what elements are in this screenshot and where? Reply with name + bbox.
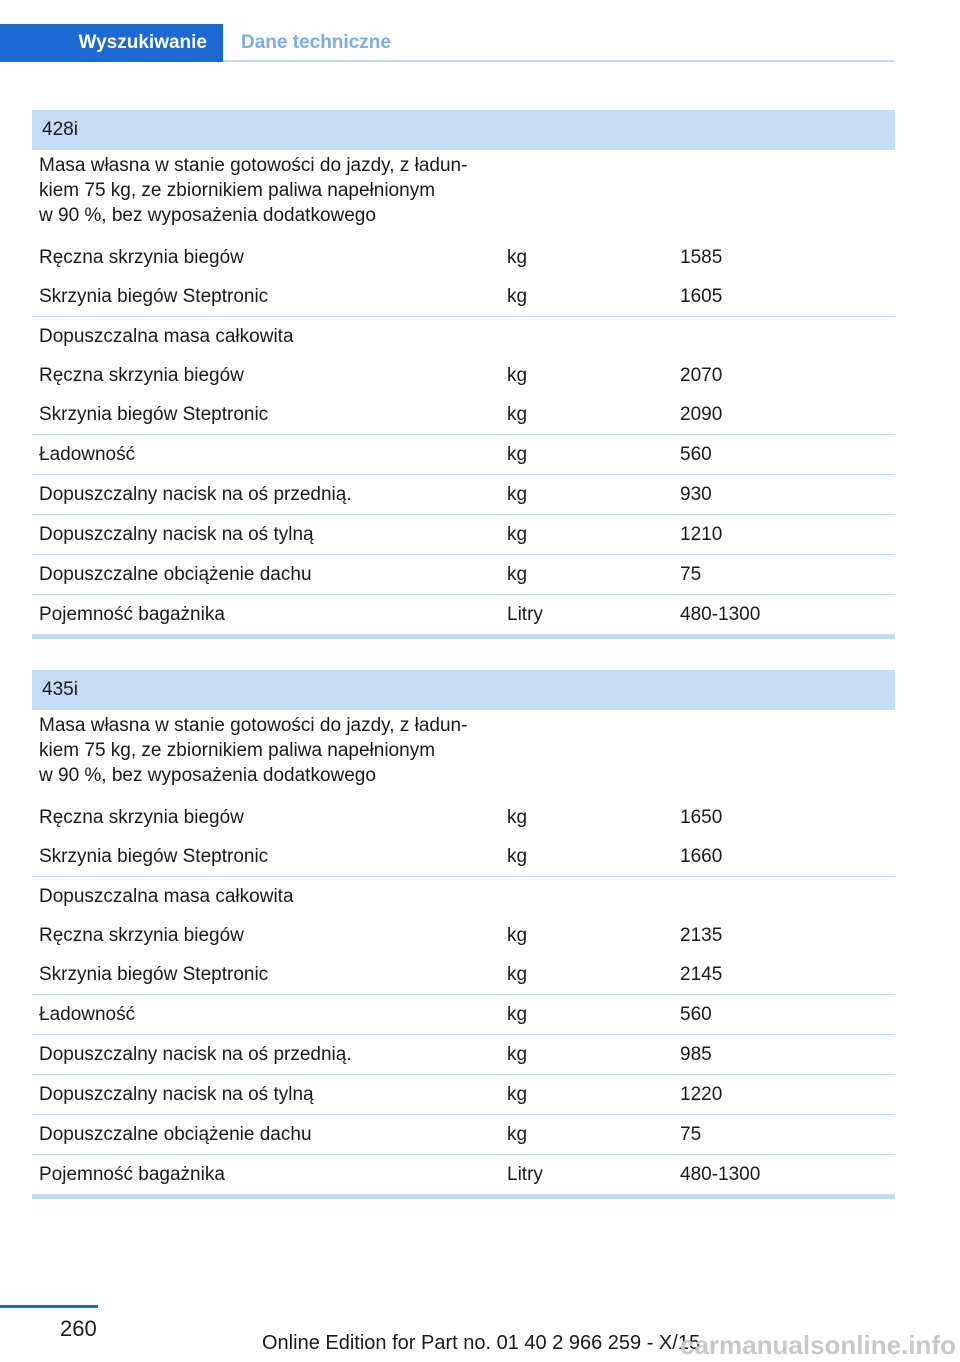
table-row-group-title: [32, 876, 895, 916]
table-row-group-title: [32, 316, 895, 356]
table-row: [32, 554, 895, 594]
row-unit: kg: [507, 443, 528, 465]
page-number: 260: [60, 1316, 97, 1341]
row-unit: kg: [507, 1043, 528, 1065]
table-row: [32, 594, 895, 634]
row-label: Dopuszczalny nacisk na oś tylną: [39, 523, 314, 545]
row-value: 480‑1300: [680, 1163, 761, 1185]
row-unit: kg: [507, 1123, 528, 1145]
row-unit: kg: [507, 364, 528, 386]
table-row: [32, 238, 895, 277]
curb-weight-description-text: Masa własna w stanie gotowości do jazdy, z ładun- kiem 75 kg, ze zbiornikiem paliwa napełnionym w 90 %, bez wyposażenia dodatkowego: [39, 155, 468, 226]
spec-table-435i: [32, 670, 895, 1199]
row-label: Dopuszczalne obciążenie dachu: [39, 563, 312, 585]
table-row: [32, 514, 895, 554]
spec-table-428i: [32, 110, 895, 639]
tab-technical-data[interactable]: Dane techniczne: [241, 32, 391, 53]
row-unit: kg: [507, 563, 528, 585]
table-row: [32, 277, 895, 316]
row-label: Ręczna skrzynia biegów: [39, 924, 244, 946]
watermark: carmanualsonline.info: [680, 1330, 956, 1360]
row-label: Ręczna skrzynia biegów: [39, 364, 244, 386]
row-value: 1605: [680, 285, 723, 307]
row-label: Dopuszczalny nacisk na oś przednią.: [39, 1043, 352, 1065]
table-model-header: 435i: [32, 670, 895, 710]
row-label: Pojemność bagażnika: [39, 603, 225, 625]
row-value: 75: [680, 1123, 702, 1145]
curb-weight-description: [32, 710, 502, 798]
row-unit: kg: [507, 403, 528, 425]
row-unit: kg: [507, 523, 528, 545]
table-row: [32, 1034, 895, 1074]
row-unit: kg: [507, 924, 528, 946]
tab-search[interactable]: Wyszukiwanie: [0, 24, 223, 62]
row-label: Ręczna skrzynia biegów: [39, 806, 244, 828]
row-value: 930: [680, 483, 712, 505]
table-row: [32, 994, 895, 1034]
row-value: 2090: [680, 403, 723, 425]
gross-weight-title: Dopuszczalna masa całkowita: [39, 885, 294, 907]
row-label: Skrzynia biegów Steptronic: [39, 403, 269, 425]
row-value: 2135: [680, 924, 723, 946]
row-unit: Litry: [507, 603, 543, 625]
row-value: 2145: [680, 963, 723, 985]
row-label: Skrzynia biegów Steptronic: [39, 285, 269, 307]
row-label: Dopuszczalny nacisk na oś tylną: [39, 1083, 314, 1105]
row-value: 480‑1300: [680, 603, 761, 625]
row-label: Ładowność: [39, 1003, 136, 1025]
row-label: Dopuszczalny nacisk na oś przednią.: [39, 483, 352, 505]
table-row: [32, 395, 895, 434]
row-value: 560: [680, 1003, 712, 1025]
table-model-header: 428i: [32, 110, 895, 150]
row-value: 75: [680, 563, 702, 585]
row-label: Dopuszczalne obciążenie dachu: [39, 1123, 312, 1145]
row-unit: kg: [507, 246, 528, 268]
row-unit: Litry: [507, 1163, 543, 1185]
row-label: Pojemność bagażnika: [39, 1163, 225, 1185]
curb-weight-description: [32, 150, 502, 238]
footer-accent-line: [0, 1305, 98, 1308]
curb-weight-description-text: Masa własna w stanie gotowości do jazdy, z ładun- kiem 75 kg, ze zbiornikiem paliwa napełnionym w 90 %, bez wyposażenia dodatkowego: [39, 715, 468, 786]
row-label: Ładowność: [39, 443, 136, 465]
row-value: 1585: [680, 246, 723, 268]
row-value: 985: [680, 1043, 712, 1065]
header-tab-bar: [0, 24, 895, 62]
row-unit: kg: [507, 483, 528, 505]
row-unit: kg: [507, 963, 528, 985]
row-unit: kg: [507, 1003, 528, 1025]
table-row: [32, 837, 895, 876]
row-value: 1220: [680, 1083, 723, 1105]
row-value: 560: [680, 443, 712, 465]
row-unit: kg: [507, 1083, 528, 1105]
table-row: [32, 356, 895, 395]
row-value: 1660: [680, 845, 723, 867]
row-label: Skrzynia biegów Steptronic: [39, 963, 269, 985]
row-unit: kg: [507, 806, 528, 828]
row-label: Skrzynia biegów Steptronic: [39, 845, 269, 867]
table-row: [32, 434, 895, 474]
row-value: 1210: [680, 523, 723, 545]
row-label: Ręczna skrzynia biegów: [39, 246, 244, 268]
row-unit: kg: [507, 285, 528, 307]
table-row: [32, 916, 895, 955]
row-value: 2070: [680, 364, 723, 386]
table-row: [32, 798, 895, 837]
table-row: [32, 1154, 895, 1194]
table-row: [32, 955, 895, 994]
row-value: 1650: [680, 806, 723, 828]
table-row: [32, 474, 895, 514]
edition-info: Online Edition for Part no. 01 40 2 966 259 - X/15: [262, 1332, 701, 1354]
table-row: [32, 1114, 895, 1154]
table-row: [32, 1074, 895, 1114]
row-unit: kg: [507, 845, 528, 867]
gross-weight-title: Dopuszczalna masa całkowita: [39, 325, 294, 347]
